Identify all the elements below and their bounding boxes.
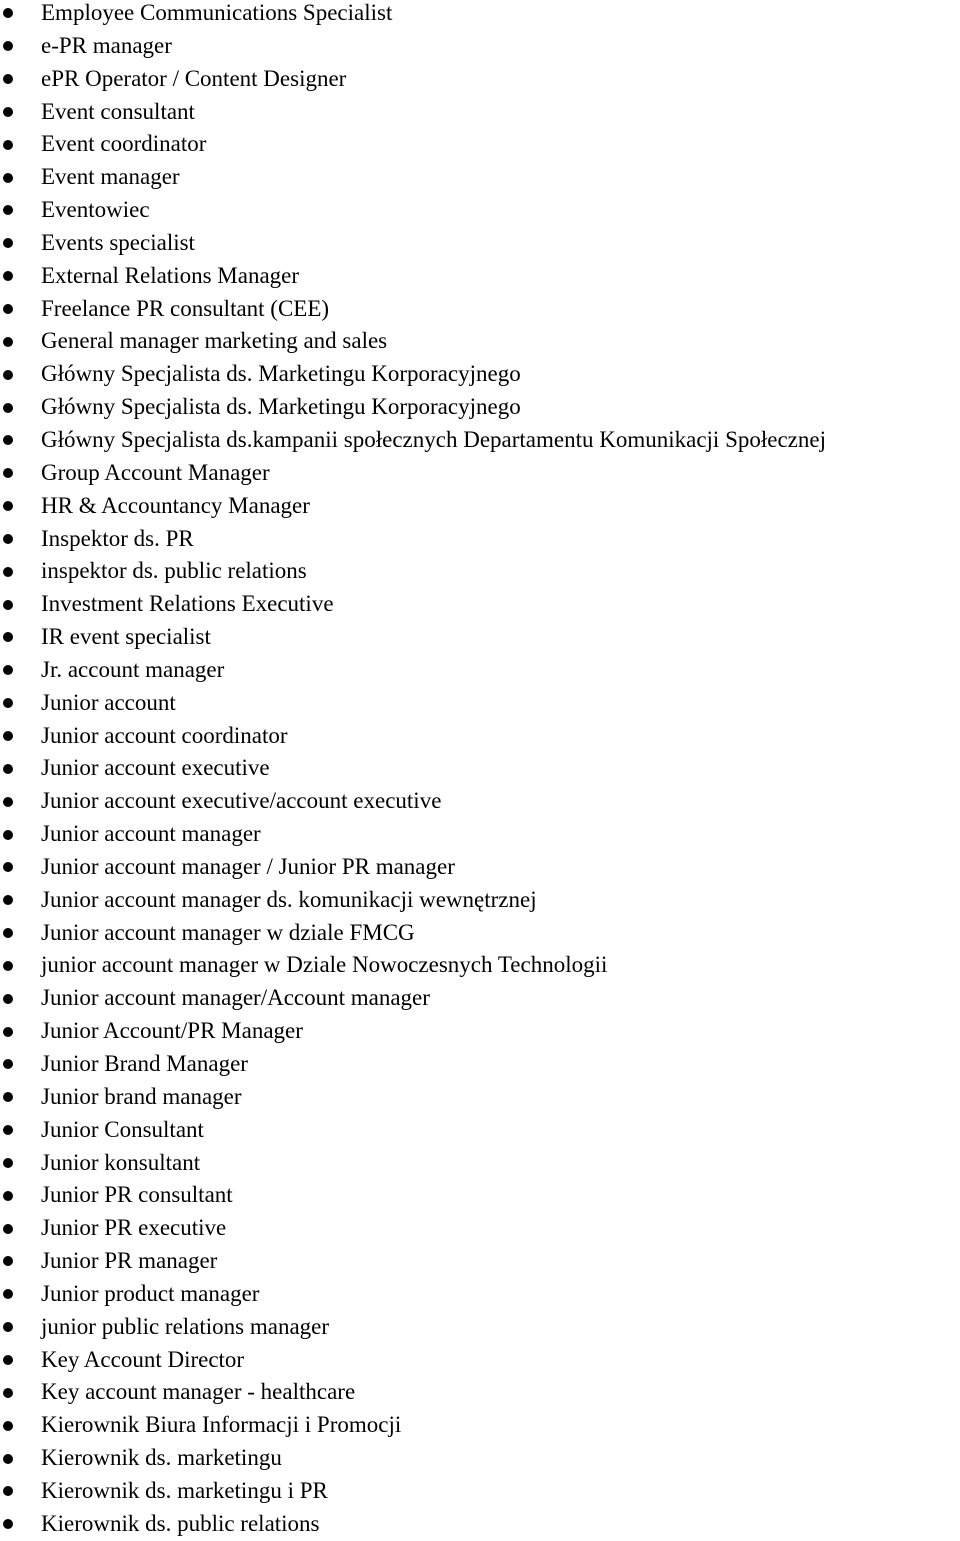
list-item-text: Eventowiec [41, 197, 150, 223]
list-item [0, 687, 960, 720]
list-item-text: Junior account executive [41, 755, 270, 781]
bullet-icon [3, 862, 13, 872]
list-item [0, 96, 960, 129]
list-item-text: Junior Account/PR Manager [41, 1018, 303, 1044]
list-item [0, 63, 960, 96]
list-item [0, 884, 960, 917]
bullet-icon [3, 337, 13, 347]
list-item-text: Junior account [41, 689, 176, 715]
bullet-icon [3, 271, 13, 281]
list-item-text: Freelance PR consultant (CEE) [41, 295, 330, 321]
list-item [0, 391, 960, 424]
bullet-icon [3, 1355, 13, 1365]
list-item [0, 1048, 960, 1081]
bullet-icon [3, 74, 13, 84]
list-item-text: External Relations Manager [41, 262, 300, 288]
list-item-text: inspektor ds. public relations [41, 558, 307, 584]
list-item-text: Junior account manager [41, 821, 261, 847]
list-item-text: Junior Brand Manager [41, 1051, 248, 1076]
bullet-icon [3, 8, 13, 18]
bullet-icon [3, 1454, 13, 1464]
bullet-icon [3, 1191, 13, 1201]
list-item [0, 30, 960, 63]
list-item-text: Junior account coordinator [41, 722, 288, 748]
bullet-icon [3, 698, 13, 708]
list-item [0, 1015, 960, 1048]
list-item [0, 917, 960, 950]
bullet-icon [3, 1486, 13, 1496]
list-item-text: Key account manager - healthcare [41, 1379, 356, 1405]
list-item-text: Junior account executive/account executive [41, 788, 442, 814]
bullet-icon [3, 665, 13, 675]
list-item-text: Główny Specjalista ds. Marketingu Korporacyjnego [41, 394, 521, 420]
list-item [0, 293, 960, 326]
list-item [0, 227, 960, 260]
list-item [0, 161, 960, 194]
bullet-icon [3, 830, 13, 840]
list-item-text: Group Account Manager [41, 459, 270, 485]
list-item [0, 785, 960, 818]
bullet-icon [3, 41, 13, 51]
list-item [0, 523, 960, 556]
list-item-text: Junior Consultant [41, 1116, 204, 1142]
bullet-icon [3, 501, 13, 511]
bullet-icon [3, 600, 13, 610]
list-item-text: Investment Relations Executive [41, 591, 334, 617]
list-item [0, 1442, 960, 1475]
list-item-text: IR event specialist [41, 624, 211, 650]
list-item-text: General manager marketing and sales [41, 328, 388, 354]
list-item-text: Kierownik ds. marketingu i PR [41, 1477, 328, 1503]
bullet-icon [3, 1421, 13, 1431]
list-item-text: Junior product manager [41, 1280, 260, 1306]
list-item [0, 1147, 960, 1180]
list-item-text: Junior PR manager [41, 1248, 218, 1274]
bullet-icon [3, 1388, 13, 1398]
list-item-text: Junior konsultant [41, 1149, 201, 1175]
list-item-text: Jr. account manager [41, 656, 225, 682]
list-item [0, 194, 960, 227]
bullet-icon [3, 1125, 13, 1135]
list-item-text: Key Account Director [41, 1346, 245, 1372]
list-item-text: Junior account manager/Account manager [41, 985, 430, 1011]
list-item-text: Event manager [41, 164, 180, 190]
list-item-text: Junior account manager ds. komunikacji wewnętrznej [41, 886, 537, 912]
list-item [0, 588, 960, 621]
bullet-icon [3, 140, 13, 150]
bullet-icon [3, 632, 13, 642]
bullet-icon [3, 304, 13, 314]
bullet-icon [3, 1158, 13, 1168]
bullet-icon [3, 961, 13, 971]
list-item [0, 1344, 960, 1377]
bullet-icon [3, 238, 13, 248]
list-item [0, 1475, 960, 1508]
bullet-icon [3, 797, 13, 807]
bullet-icon [3, 435, 13, 445]
list-item [0, 490, 960, 523]
list-item-text: junior public relations manager [41, 1313, 330, 1339]
list-item [0, 555, 960, 588]
list-item [0, 1245, 960, 1278]
list-item [0, 0, 960, 30]
bullet-icon [3, 468, 13, 478]
list-item [0, 621, 960, 654]
list-item [0, 1409, 960, 1442]
bullet-icon [3, 1289, 13, 1299]
bullet-icon [3, 764, 13, 774]
bullet-icon [3, 205, 13, 215]
bullet-icon [3, 567, 13, 577]
bullet-icon [3, 1027, 13, 1037]
bullet-icon [3, 994, 13, 1004]
list-item [0, 1508, 960, 1541]
list-item [0, 949, 960, 982]
bullet-icon [3, 895, 13, 905]
list-item [0, 325, 960, 358]
list-item-text: Junior brand manager [41, 1083, 242, 1109]
list-item-text: Główny Specjalista ds.kampanii społecznych Departamentu Komunikacji Społecznej [41, 426, 826, 452]
list-item-text: Junior account manager w dziale FMCG [41, 919, 415, 945]
list-item-text: Inspektor ds. PR [41, 525, 194, 551]
list-item-text: e-PR manager [41, 32, 172, 58]
list-item [0, 128, 960, 161]
bullet-icon [3, 403, 13, 413]
list-item [0, 982, 960, 1015]
list-item [0, 752, 960, 785]
list-item-text: Junior PR executive [41, 1215, 227, 1241]
list-item [0, 1212, 960, 1245]
list-item [0, 1278, 960, 1311]
list-item-text: Events specialist [41, 229, 195, 255]
list-item [0, 851, 960, 884]
list-item [0, 720, 960, 753]
list-item-text: Employee Communications Specialist [41, 0, 393, 25]
bullet-icon [3, 1224, 13, 1234]
list-item [0, 1376, 960, 1409]
bullet-icon [3, 173, 13, 183]
bullet-icon [3, 731, 13, 741]
bullet-icon [3, 1519, 13, 1529]
list-item [0, 1114, 960, 1147]
list-item [0, 654, 960, 687]
list-item [0, 1311, 960, 1344]
list-item [0, 260, 960, 293]
list-item-text: Junior PR consultant [41, 1182, 233, 1208]
list-item-text: Kierownik ds. marketingu [41, 1445, 282, 1471]
bullet-icon [3, 928, 13, 938]
list-item-text: Kierownik Biura Informacji i Promocji [41, 1412, 402, 1438]
list-item-text: junior account manager w Dziale Nowoczesnych Technologii [41, 952, 608, 978]
list-item-text: Kierownik ds. public relations [41, 1510, 320, 1536]
list-item [0, 457, 960, 490]
list-item-text: ePR Operator / Content Designer [41, 65, 347, 91]
list-item-text: Event consultant [41, 98, 195, 124]
list-item [0, 424, 960, 457]
bullet-icon [3, 1256, 13, 1266]
bullet-icon [3, 534, 13, 544]
bullet-icon [3, 370, 13, 380]
list-item-text: Junior account manager / Junior PR manager [41, 853, 455, 879]
list-item [0, 1081, 960, 1114]
list-item-text: HR & Accountancy Manager [41, 492, 310, 518]
list-item [0, 1179, 960, 1212]
list-item-text: Event coordinator [41, 131, 207, 157]
bullet-icon [3, 107, 13, 117]
list-item-text: Główny Specjalista ds. Marketingu Korporacyjnego [41, 361, 521, 387]
bullet-icon [3, 1059, 13, 1069]
list-item [0, 818, 960, 851]
bullet-icon [3, 1092, 13, 1102]
list-item [0, 358, 960, 391]
bullet-icon [3, 1322, 13, 1332]
